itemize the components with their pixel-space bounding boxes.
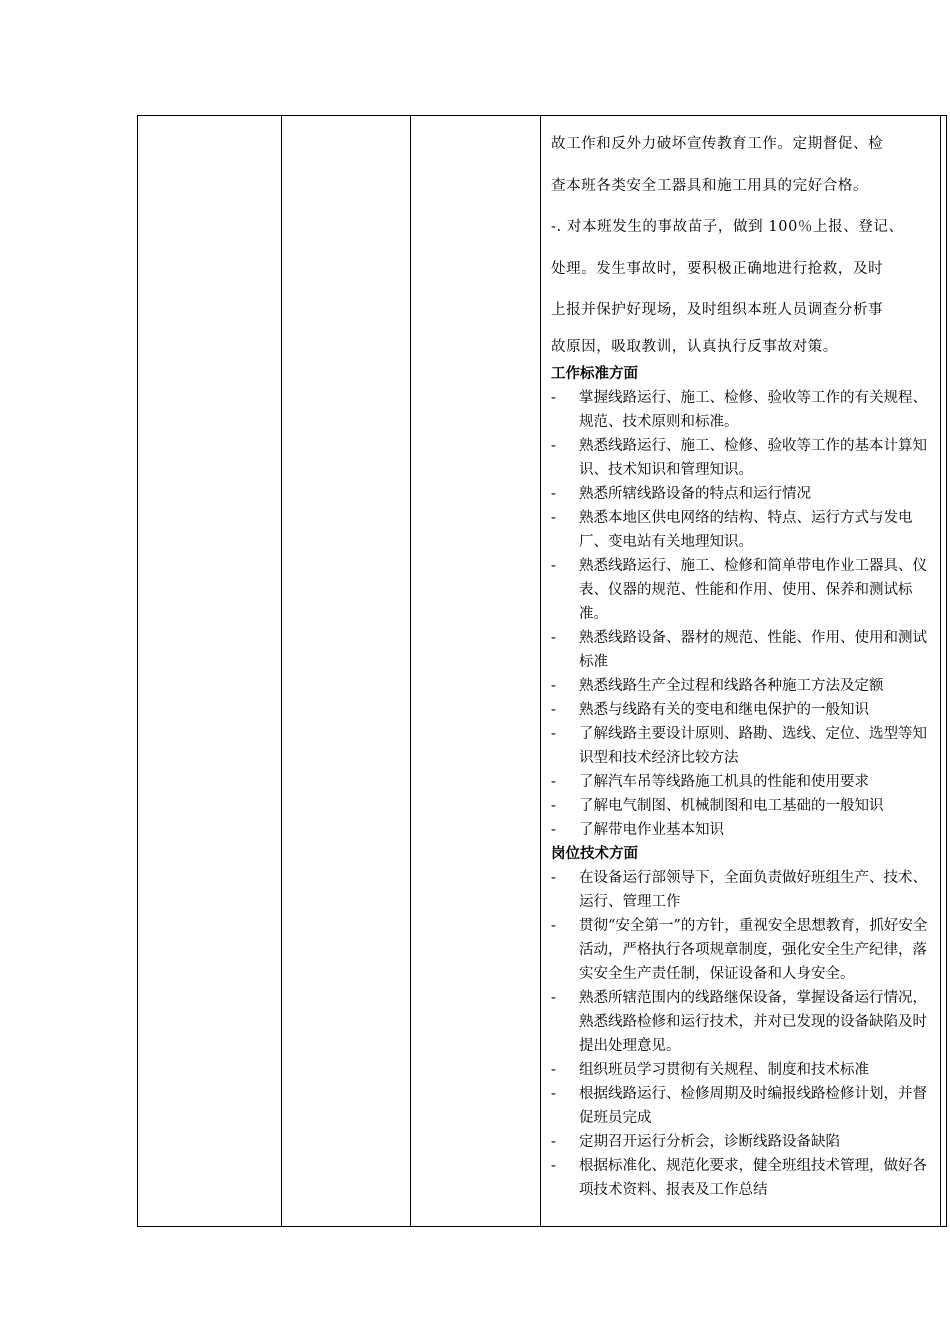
list-item — [551, 434, 941, 482]
list-item-text: 了解电气制图、机械制图和电工基础的一般知识 — [579, 797, 884, 814]
dash-bullet: - — [551, 773, 556, 790]
dash-bullet: - — [551, 797, 556, 814]
list-item-text: 熟悉所辖范围内的线路继保设备，掌握设备运行情况，熟悉线路检修和运行技术，并对已发现的设备缺陷及时提出处理意见。 — [579, 989, 927, 1054]
intro-text-block — [551, 124, 941, 362]
list-item-text: 了解带电作业基本知识 — [579, 821, 724, 838]
list-item-text: 熟悉线路运行、施工、检修和简单带电作业工器具、仪表、仪器的规范、性能和作用、使用、保养和测试标准。 — [579, 557, 927, 622]
list-item — [551, 1130, 941, 1154]
sections-container — [551, 362, 941, 1202]
intro-line: 故原因，吸取教训，认真执行反事故对策。 — [551, 338, 838, 355]
dash-bullet: - — [551, 701, 556, 718]
list-item — [551, 698, 941, 722]
dash-bullet: - — [551, 989, 556, 1006]
list-item-text: 熟悉本地区供电网络的结构、特点、运行方式与发电厂、变电站有关地理知识。 — [579, 509, 913, 550]
list-item-text: 了解汽车吊等线路施工机具的性能和使用要求 — [579, 773, 869, 790]
list-item — [551, 482, 941, 506]
list-item-text: 熟悉所辖线路设备的特点和运行情况 — [579, 485, 811, 502]
responsibility-table — [137, 115, 947, 1227]
intro-line: 查本班各类安全工器具和施工用具的完好合格。 — [551, 177, 869, 194]
column-divider-2 — [410, 116, 411, 1226]
list-item-text: 熟悉线路设备、器材的规范、性能、作用、使用和测试标准 — [579, 629, 927, 670]
list-item — [551, 866, 941, 914]
dash-bullet: - — [551, 869, 556, 886]
dash-bullet: - — [551, 1157, 556, 1174]
intro-line: -. 对本班发生的事故苗子，做到 100％上报、登记、 — [551, 219, 904, 235]
dash-bullet: - — [551, 485, 556, 502]
column-divider-3 — [540, 116, 541, 1226]
list-item-text: 熟悉线路运行、施工、检修、验收等工作的基本计算知识、技术知识和管理知识。 — [579, 437, 927, 478]
content-cell — [551, 124, 941, 1202]
list-item-text: 熟悉与线路有关的变电和继电保护的一般知识 — [579, 701, 869, 718]
dash-bullet: - — [551, 1061, 556, 1078]
list-item-text: 根据标准化、规范化要求，健全班组技术管理，做好各项技术资料、报表及工作总结 — [579, 1157, 927, 1198]
dash-bullet: - — [551, 437, 556, 454]
section-list — [551, 866, 941, 1202]
dash-bullet: - — [551, 725, 556, 742]
intro-line: 故工作和反外力破坏宣传教育工作。定期督促、检 — [551, 136, 884, 152]
dash-bullet: - — [551, 917, 556, 934]
list-item — [551, 1154, 941, 1202]
dash-bullet: - — [551, 557, 556, 574]
dash-bullet: - — [551, 821, 556, 838]
list-item — [551, 674, 941, 698]
dash-bullet: - — [551, 1085, 556, 1102]
intro-line: 处理。发生事故时，要积极正确地进行抢救，及时 — [551, 260, 884, 277]
section-heading: 工作标准方面 — [551, 365, 638, 382]
intro-line: 上报并保护好现场，及时组织本班人员调查分析事 — [551, 302, 884, 318]
list-item — [551, 794, 941, 818]
list-item — [551, 626, 941, 674]
list-item-text: 定期召开运行分析会，诊断线路设备缺陷 — [579, 1133, 840, 1150]
list-item-text: 熟悉线路生产全过程和线路各种施工方法及定额 — [579, 677, 884, 694]
dash-bullet: - — [551, 629, 556, 646]
column-divider-1 — [281, 116, 282, 1226]
list-item — [551, 914, 941, 986]
dash-bullet: - — [551, 677, 556, 694]
dash-bullet: - — [551, 1133, 556, 1150]
list-item — [551, 986, 941, 1058]
list-item — [551, 386, 941, 434]
list-item-text: 了解线路主要设计原则、路勘、选线、定位、选型等知识型和技术经济比较方法 — [579, 725, 927, 766]
list-item — [551, 554, 941, 626]
list-item — [551, 1082, 941, 1130]
list-item-text: 在设备运行部领导下，全面负责做好班组生产、技术、运行、管理工作 — [579, 869, 927, 910]
section-heading: 岗位技术方面 — [551, 845, 638, 862]
list-item — [551, 722, 941, 770]
list-item — [551, 1058, 941, 1082]
section-list — [551, 386, 941, 842]
dash-bullet: - — [551, 509, 556, 526]
list-item-text: 掌握线路运行、施工、检修、验收等工作的有关规程、规范、技术原则和标准。 — [579, 389, 927, 430]
list-item — [551, 818, 941, 842]
list-item-text: 根据线路运行、检修周期及时编报线路检修计划，并督促班员完成 — [579, 1085, 927, 1126]
list-item — [551, 770, 941, 794]
list-item-text: 贯彻“安全第一”的方针，重视安全思想教育，抓好安全活动，严格执行各项规章制度，强化安全生产纪律，落实安全生产责任制，保证设备和人身安全。 — [579, 917, 928, 982]
list-item — [551, 506, 941, 554]
list-item-text: 组织班员学习贯彻有关规程、制度和技术标准 — [579, 1061, 869, 1078]
dash-bullet: - — [551, 389, 556, 406]
